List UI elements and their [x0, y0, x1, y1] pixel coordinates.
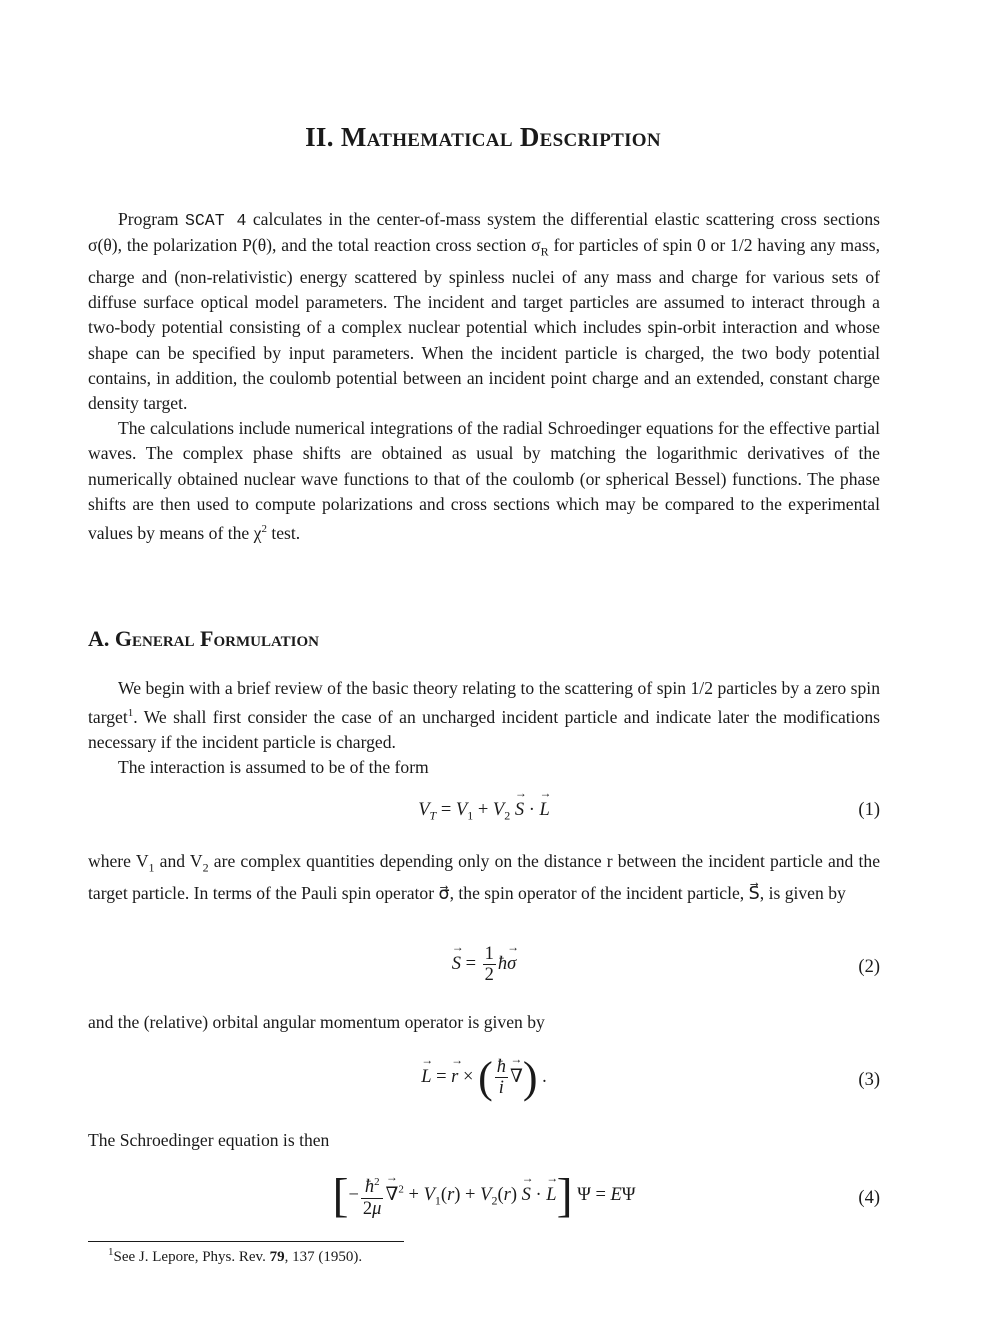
chapter-number: II. [305, 122, 334, 152]
program-name: SCAT 4 [185, 211, 247, 230]
section-a-p3-mid: and V [154, 851, 203, 871]
equation-2-body: → S = $\frac{1}{2}$ ħ→ σ [88, 944, 880, 985]
section-a-p1-end: . We shall first consider the case of an uncharged incident particle and indicate later the modifications necessary if the incident particle is charged. [88, 707, 880, 753]
intro-paragraph-1 [88, 207, 880, 416]
section-a-text-2 [88, 849, 880, 906]
footnote-text-start: See J. Lepore, Phys. Rev. [113, 1249, 270, 1265]
intro-p1-start: Program [118, 209, 185, 229]
footnote-volume: 79 [269, 1249, 285, 1265]
section-letter: A. [88, 626, 110, 651]
equation-2-number: (2) [858, 957, 880, 977]
equation-1-number: (1) [858, 800, 880, 820]
section-a-p3-start: where V [88, 851, 149, 871]
section-a-p3-end: are complex quantities depending only on the distance r between the incident particle and the target particle. In terms of the Pauli spin operator σ⃗, the spin operator of the incident particle, S⃗, is given by [88, 851, 881, 903]
equation-4 [88, 1168, 880, 1232]
section-a-paragraph-1 [88, 676, 880, 755]
section-a-paragraph-3: where $V_1$ and $V_2$ are complex quantities depending only on the distance r between the incident particle and the target particle. In terms of the Pauli spin operator σ⃗, the spin operator of the incident particle, S⃗, is given by [88, 851, 881, 903]
equation-4-body: [− $\frac{ħ^2}{2\mu}$ → $\nabla^2 + V_1(r) + V_2(r) \to S$ · → L] Ψ = EΨ [88, 1168, 880, 1223]
footnote-mark: 1 [108, 1246, 114, 1258]
intro-p1-end: for particles of spin 0 or 1/2 having any mass, charge and (non-relativistic) energy scattered by spinless nuclei of any mass and charge for various sets of diffuse surface optical model parameters. The incident and target particles are assumed to interact through a two-body potential consisting of a complex nuclear potential which includes spin-orbit interaction and whose shape can be specified by input parameters. When the incident particle is charged, the two body potential contains, in addition, the coulomb potential between an incident point charge and an extended, constant charge density target. [88, 235, 880, 413]
equation-3-body: → L = → r × ( $\frac{ħ}{i}$ → ∇) . [88, 1052, 880, 1103]
section-a-paragraph-2: The interaction is assumed to be of the form [118, 757, 429, 778]
chi-squared-exponent: 2 [261, 522, 267, 535]
section-a-paragraph-5: The Schroedinger equation is then [88, 1130, 330, 1150]
intro-text [88, 207, 880, 546]
intro-p1-mid: calculates in the center-of-mass system the differential elastic scattering cross sections σ(θ), the polarization P(θ), and the total reaction cross section σ [88, 209, 880, 256]
section-a-text-3 [88, 1010, 880, 1035]
section-a-text-1 [88, 676, 880, 781]
equation-2 [88, 944, 880, 994]
chapter-title-text: Mathematical Description [340, 122, 661, 152]
intro-p2-end: test. [266, 522, 301, 543]
section-title-text: General Formulation [114, 626, 320, 651]
sigma-r-subscript: R [540, 244, 549, 259]
footnote-rule [88, 1241, 404, 1242]
intro-p2-start: The calculations include numerical integrations of the radial Schroedinger equations for the effective partial waves. The complex phase shifts are obtained as usual by matching the logarithmic derivatives of the numerically obtained nuclear wave functions to that of the coulomb (or spherical Bessel) functions. The phase shifts are then used to compute polarizations and cross sections which may be compared to the experimental values by means of the χ [88, 418, 880, 543]
equation-1-body: $V_T = V_1 + V_2 \to S$ · → L [88, 800, 880, 824]
equation-4-number: (4) [858, 1188, 880, 1208]
equation-3-number: (3) [858, 1070, 880, 1090]
section-a-text-4 [88, 1128, 880, 1153]
section-a-paragraph-4: and the (relative) orbital angular momentum operator is given by [88, 1012, 545, 1032]
chapter-title [0, 122, 966, 153]
footnote-ref: 1 [127, 707, 134, 720]
footnote [108, 1246, 362, 1266]
equation-1 [88, 800, 880, 830]
intro-paragraph-2 [88, 416, 880, 546]
section-a-p1-start: We begin with a brief review of the basic theory relating to the scattering of spin 1/2 particles by a zero spin target [88, 678, 880, 728]
equation-3 [88, 1052, 880, 1112]
footnote-text-end: , 137 (1950). [284, 1249, 363, 1265]
section-heading [88, 626, 319, 652]
